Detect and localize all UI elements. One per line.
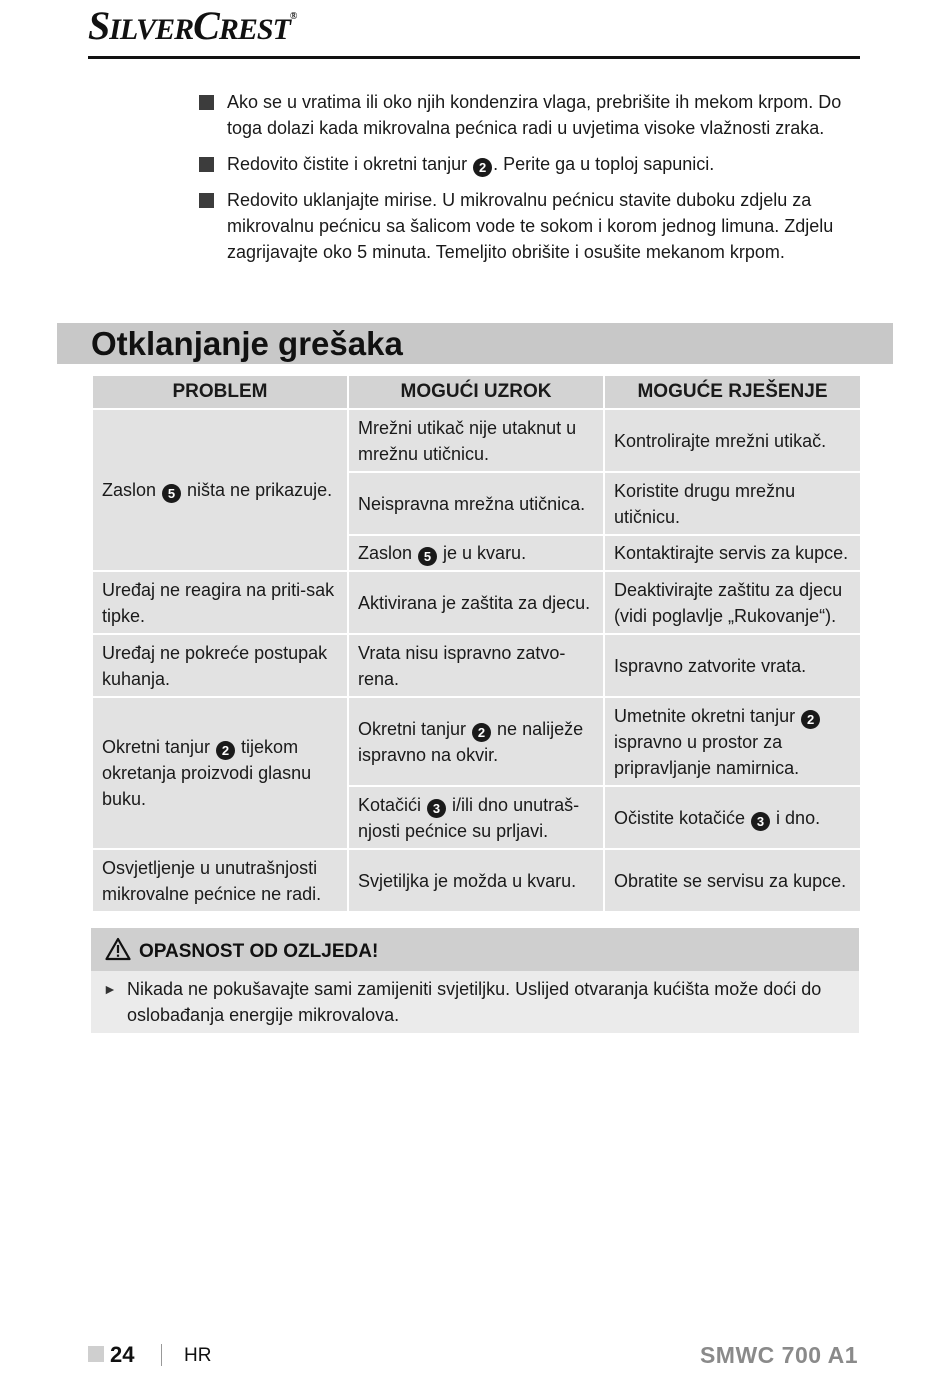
bullet-square-icon: [199, 193, 214, 208]
cause-cell: Neispravna mrežna utičnica.: [348, 472, 604, 535]
solution-cell: Kontrolirajte mrežni utikač.: [604, 409, 861, 472]
bullet-item: Ako se u vratima ili oko njih kondenzira vlaga, prebrišite ih mekom krpom. Do toga dolazi kada mikrovalna pećnica radi u uvjetima visoke vlažnosti zraka.: [199, 89, 859, 141]
solution-cell: Očistite kotačiće 3 i dno.: [604, 786, 861, 849]
bullet-square-icon: [199, 95, 214, 110]
column-header-solution: MOGUĆE RJEŠENJE: [604, 375, 861, 409]
section-title: Otklanjanje grešaka: [91, 325, 403, 362]
column-header-problem: PROBLEM: [92, 375, 348, 409]
number-badge-icon: 5: [162, 484, 181, 503]
cause-cell: Zaslon 5 je u kvaru.: [348, 535, 604, 571]
problem-cell: Uređaj ne reagira na priti-sak tipke.: [92, 571, 348, 634]
table-row: [92, 409, 861, 472]
care-bullet-list: [199, 89, 859, 275]
footer-divider: [161, 1344, 162, 1366]
table-row: [92, 697, 861, 786]
problem-cell: Okretni tanjur 2 tijekom okretanja proizvodi glasnu buku.: [92, 697, 348, 849]
cause-cell: Svjetiljka je možda u kvaru.: [348, 849, 604, 912]
model-number: SMWC 700 A1: [699, 1342, 858, 1368]
table-header-row: [92, 375, 861, 409]
warning-triangle-icon: [105, 937, 131, 961]
solution-cell: Obratite se servisu za kupce.: [604, 849, 861, 912]
number-badge-icon: 2: [216, 741, 235, 760]
number-badge-icon: 3: [427, 799, 446, 818]
table-row: [92, 634, 861, 697]
bullet-square-icon: [199, 157, 214, 172]
warning-title: OPASNOST OD OZLJEDA!: [139, 941, 379, 962]
cause-cell: Aktivirana je zaštita za djecu.: [348, 571, 604, 634]
warning-box: [91, 928, 859, 1033]
warning-item: [103, 976, 872, 1028]
footer-square-icon: [88, 1346, 104, 1362]
arrow-right-icon: ►: [103, 981, 117, 997]
number-badge-icon: 2: [473, 158, 492, 177]
solution-cell: Deaktivirajte zaštitu za djecu (vidi poglavlje „Rukovanje“).: [604, 571, 861, 634]
table-row: [92, 849, 861, 912]
table-row: [92, 571, 861, 634]
number-badge-icon: 2: [801, 710, 820, 729]
column-header-cause: MOGUĆI UZROK: [348, 375, 604, 409]
solution-cell: Kontaktirajte servis za kupce.: [604, 535, 861, 571]
warning-text: Nikada ne pokušavajte sami zamijeniti svjetiljku. Uslijed otvaranja kućišta može doći do oslobađanja energije mikrovalova.: [127, 979, 822, 1025]
header-rule: [88, 56, 860, 59]
page-number: 24: [110, 1342, 135, 1367]
number-badge-icon: 2: [472, 723, 491, 742]
problem-cell: Uređaj ne pokreće postupak kuhanja.: [92, 634, 348, 697]
cause-cell: Vrata nisu ispravno zatvo-rena.: [348, 634, 604, 697]
warning-header: [91, 928, 859, 971]
bullet-item: Redovito čistite i okretni tanjur 2 . Perite ga u toploj sapunici.: [199, 151, 859, 177]
brand-logo: SILVERCREST®: [88, 3, 297, 48]
section-heading-bar: [57, 323, 893, 364]
language-code: HR: [184, 1345, 212, 1366]
solution-cell: Umetnite okretni tanjur 2 ispravno u prostor za pripravljanje namirnica.: [604, 697, 861, 786]
solution-cell: Ispravno zatvorite vrata.: [604, 634, 861, 697]
troubleshooting-table: [91, 374, 862, 913]
solution-cell: Koristite drugu mrežnu utičnicu.: [604, 472, 861, 535]
problem-cell: Osvjetljenje u unutrašnjosti mikrovalne pećnice ne radi.: [92, 849, 348, 912]
problem-cell: Zaslon 5 ništa ne prikazuje.: [92, 409, 348, 571]
number-badge-icon: 3: [751, 812, 770, 831]
cause-cell: Kotačići 3 i/ili dno unutraš-njosti pećnice su prljavi.: [348, 786, 604, 849]
number-badge-icon: 5: [418, 547, 437, 566]
cause-cell: Mrežni utikač nije utaknut u mrežnu utičnicu.: [348, 409, 604, 472]
bullet-item: Redovito uklanjajte mirise. U mikrovalnu pećnicu stavite duboku zdjelu za mikrovalnu pećnicu sa šalicom vode te sokom i korom jednog limuna. Zdjelu zagrijavajte oko 5 minuta. Temeljito obrišite i osušite mekanom krpom.: [199, 187, 859, 265]
cause-cell: Okretni tanjur 2 ne naliježe ispravno na okvir.: [348, 697, 604, 786]
